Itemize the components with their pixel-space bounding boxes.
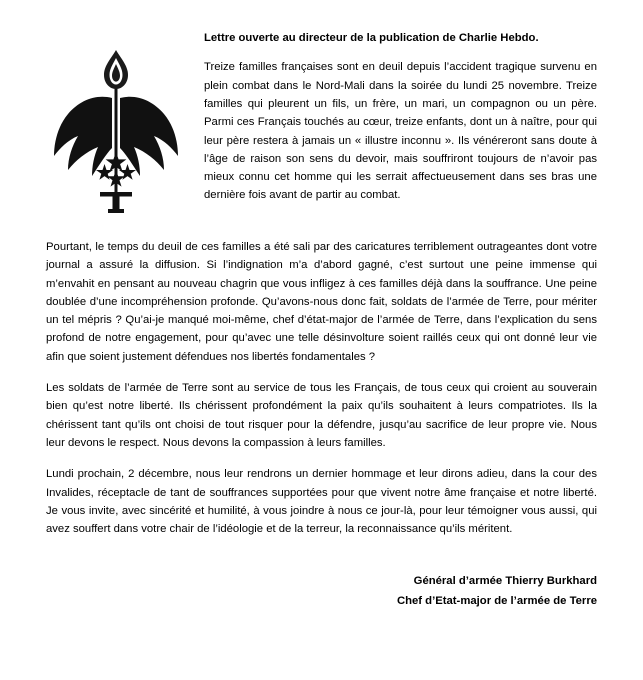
paragraph-1: Treize familles françaises sont en deuil depuis l’accident tragique survenu en plein combat dans le Nord-Mali dans la soirée du lundi 25 novembre. Treize familles qui pleurent un fils, un frère, un mari, un compagnon ou un père. Parmi ces Français touchés au cœur, treize enfants, dont un à naître, pour qui leur père restera à jamais un « illustre inconnu ». Ils vénéreront sans doute à l’âge de raison son sens du devoir, mais souffriront toujours de n’avoir pas mieux connu cet homme qui les serrait affectueusement dans ses bras une dernière fois avant de partir au combat. xyxy=(204,61,597,202)
armee-de-terre-emblem-icon xyxy=(46,44,186,234)
signature-title: Chef d’Etat-major de l’armée de Terre xyxy=(396,595,597,608)
signature-block xyxy=(46,572,597,612)
paragraph-3: Les soldats de l’armée de Terre sont au service de tous les Français, de tous ceux qui croient au souverain bien qu’est notre liberté. Ils chérissent profondément la paix qu’ils souhaitent à leurs compatriotes. Ils la chérissent tant qu’ils ont choisi de tout risquer pour la défendre, jusqu’au sacrifice de leur propre vie. Nous leur devons le respect. Nous devons la compassion à leurs familles. xyxy=(46,382,597,449)
signature-name: Général d’armée Thierry Burkhard xyxy=(413,575,597,588)
paragraph-4: Lundi prochain, 2 décembre, nous leur rendrons un dernier hommage et leur dirons adieu, dans la cour des Invalides, réceptacle de tant de souffrances supportées pour que vivent notre âme française et notre liberté. Je vous invite, avec sincérité et humilité, à vous joindre à nous ce jour-là, pour leur témoigner vous aussi, qui avez souffert dans votre chair de l’idéologie et de la terreur, la reconnaissance qu’ils méritent. xyxy=(46,468,597,536)
letter-header-block xyxy=(46,30,597,238)
letter-headline: Lettre ouverte au directeur de la publication de Charlie Hebdo. xyxy=(204,32,539,44)
paragraph-2: Pourtant, le temps du deuil de ces familles a été sali par des caricatures terriblement outrageantes dont votre journal a assuré la diffusion. Si l’indignation m’a d’abord gagné, c’est surtout une peine immense qui m’envahit en pensant au nouveau chagrin que vous infligez à ces familles déjà dans la souffrance. Une peine doublée d’une incompréhension profonde. Qu’avons-nous donc fait, soldats de l’armée de Terre, pour mériter un tel mépris ? Qu’ai-je manqué moi-même, chef d’état-major de l’armée de Terre, dans l’explication du sens profond de notre engagement, pour qu’avec une telle désinvolture soient raillés ceux qui ont donné leur vie afin que soient justement défendues nos libertés fondamentales ? xyxy=(46,241,597,363)
